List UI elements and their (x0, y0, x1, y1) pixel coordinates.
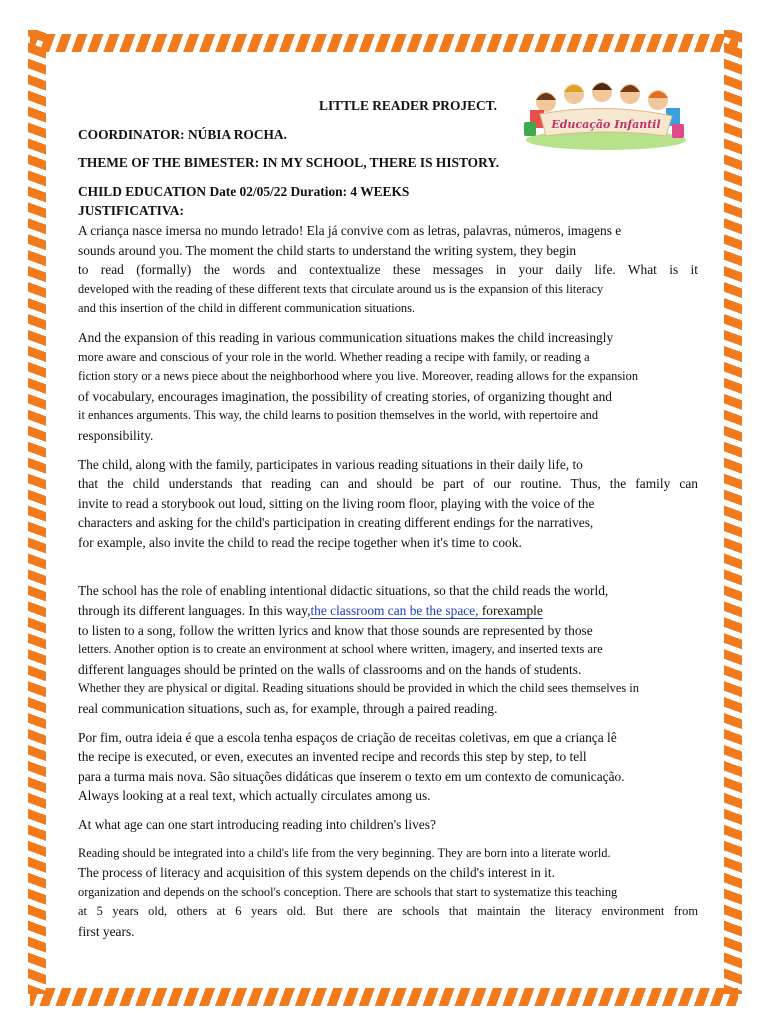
text-line: developed with the reading of these different texts that circulate around us is the expansion of this literacy (78, 281, 604, 296)
text-line: more aware and conscious of your role in the world. Whether reading a recipe with family, or reading a (78, 349, 590, 364)
text-line: characters and asking for the child's participation in creating different endings for the narratives, (78, 515, 594, 531)
text-line: Whether they are physical or digital. Reading situations should be provided in which the child sees themselves in (78, 681, 639, 696)
text-line: invite to read a storybook out loud, sitting on the living room floor, playing with the voice of the (78, 495, 595, 511)
decorative-border-left (28, 30, 46, 994)
text-line: responsibility. (78, 427, 154, 443)
paragraph-6 (78, 844, 698, 942)
text-line: para a turma mais nova. São situações didáticas que inserem o texto em um contexto de comunicação. (78, 768, 625, 784)
text-line: to read (formally) the words and contextualize these messages in your daily life. What is it (78, 262, 698, 278)
text-line: for example, also invite the child to read the recipe together when it's time to cook. (78, 534, 522, 550)
coordinator-line: COORDINATOR: NÚBIA ROCHA. (78, 126, 287, 142)
text-line: organization and depends on the school's conception. There are schools that start to systematize this teaching (78, 884, 618, 899)
decorative-border-top (30, 34, 738, 52)
text-line: to listen to a song, follow the written lyrics and know that those sounds are represented by those (78, 622, 593, 638)
paragraph-5 (78, 728, 698, 806)
text-line: the recipe is executed, or even, executes an invented recipe and records this step by step, to tell (78, 749, 587, 765)
text-line: Always looking at a real text, which actually circulates among us. (78, 788, 431, 804)
text-line: Por fim, outra ideia é que a escola tenha espaços de criação de receitas coletivas, em que a criança lê (78, 729, 617, 745)
forexample-text: forexample (478, 603, 543, 619)
text-line: fiction story or a news piece about the neighborhood where you live. Moreover, reading allows for the expansion (78, 369, 639, 384)
text-line: And the expansion of this reading in various communication situations makes the child increasingly (78, 329, 614, 345)
decorative-border-bottom (30, 988, 738, 1006)
text-line: first years. (78, 923, 135, 939)
paragraph-1 (78, 221, 698, 319)
paragraph-2 (78, 328, 698, 446)
text-line: of vocabulary, encourages imagination, the possibility of creating stories, of organizing thought and (78, 388, 613, 404)
document-title: LITTLE READER PROJECT. (319, 98, 497, 113)
text-fragment: through its different languages. In this way, (78, 603, 311, 619)
text-line (78, 601, 698, 621)
justificativa-heading: JUSTIFICATIVA: (78, 203, 184, 219)
text-line: different languages should be printed on the walls of classrooms and on the hands of students. (78, 661, 582, 677)
text-line: and this insertion of the child in different communication situations. (78, 301, 416, 316)
document-page (78, 96, 698, 951)
theme-line: THEME OF THE BIMESTER: IN MY SCHOOL, THERE IS HISTORY. (78, 155, 500, 171)
text-line: at 5 years old, others at 6 years old. But there are schools that maintain the literacy environment from (78, 904, 698, 919)
education-line: CHILD EDUCATION Date 02/05/22 Duration: 4 WEEKS (78, 183, 410, 199)
paragraph-3 (78, 455, 698, 553)
paragraph-4 (78, 581, 698, 718)
logo-text: Educação Infantil (551, 118, 661, 131)
text-line: letters. Another option is to create an environment at school where written, imagery, and inserted texts are (78, 642, 603, 657)
decorative-border-right (724, 30, 742, 994)
text-line: The school has the role of enabling intentional didactic situations, so that the child reads the world, (78, 583, 609, 599)
text-line: A criança nasce imersa no mundo letrado! Ela já convive com as letras, palavras, números, imagens e (78, 222, 622, 238)
text-line: Reading should be integrated into a child's life from the very beginning. They are born into a literate world. (78, 845, 611, 860)
question-line: At what age can one start introducing reading into children's lives? (78, 817, 436, 832)
spacer (78, 561, 698, 581)
text-line: it enhances arguments. This way, the child learns to position themselves in the world, with repertoire and (78, 408, 599, 423)
text-line: The child, along with the family, participates in various reading situations in their daily life, to (78, 456, 583, 472)
text-line: sounds around you. The moment the child starts to understand the writing system, they begin (78, 242, 577, 258)
text-line: The process of literacy and acquisition of this system depends on the child's interest in it. (78, 865, 555, 881)
classroom-link[interactable]: the classroom can be the space, (310, 603, 479, 619)
text-line: real communication situations, such as, for example, through a paired reading. (78, 701, 498, 717)
text-line: that the child understands that reading can and should be part of our routine. Thus, the family can (78, 476, 698, 492)
